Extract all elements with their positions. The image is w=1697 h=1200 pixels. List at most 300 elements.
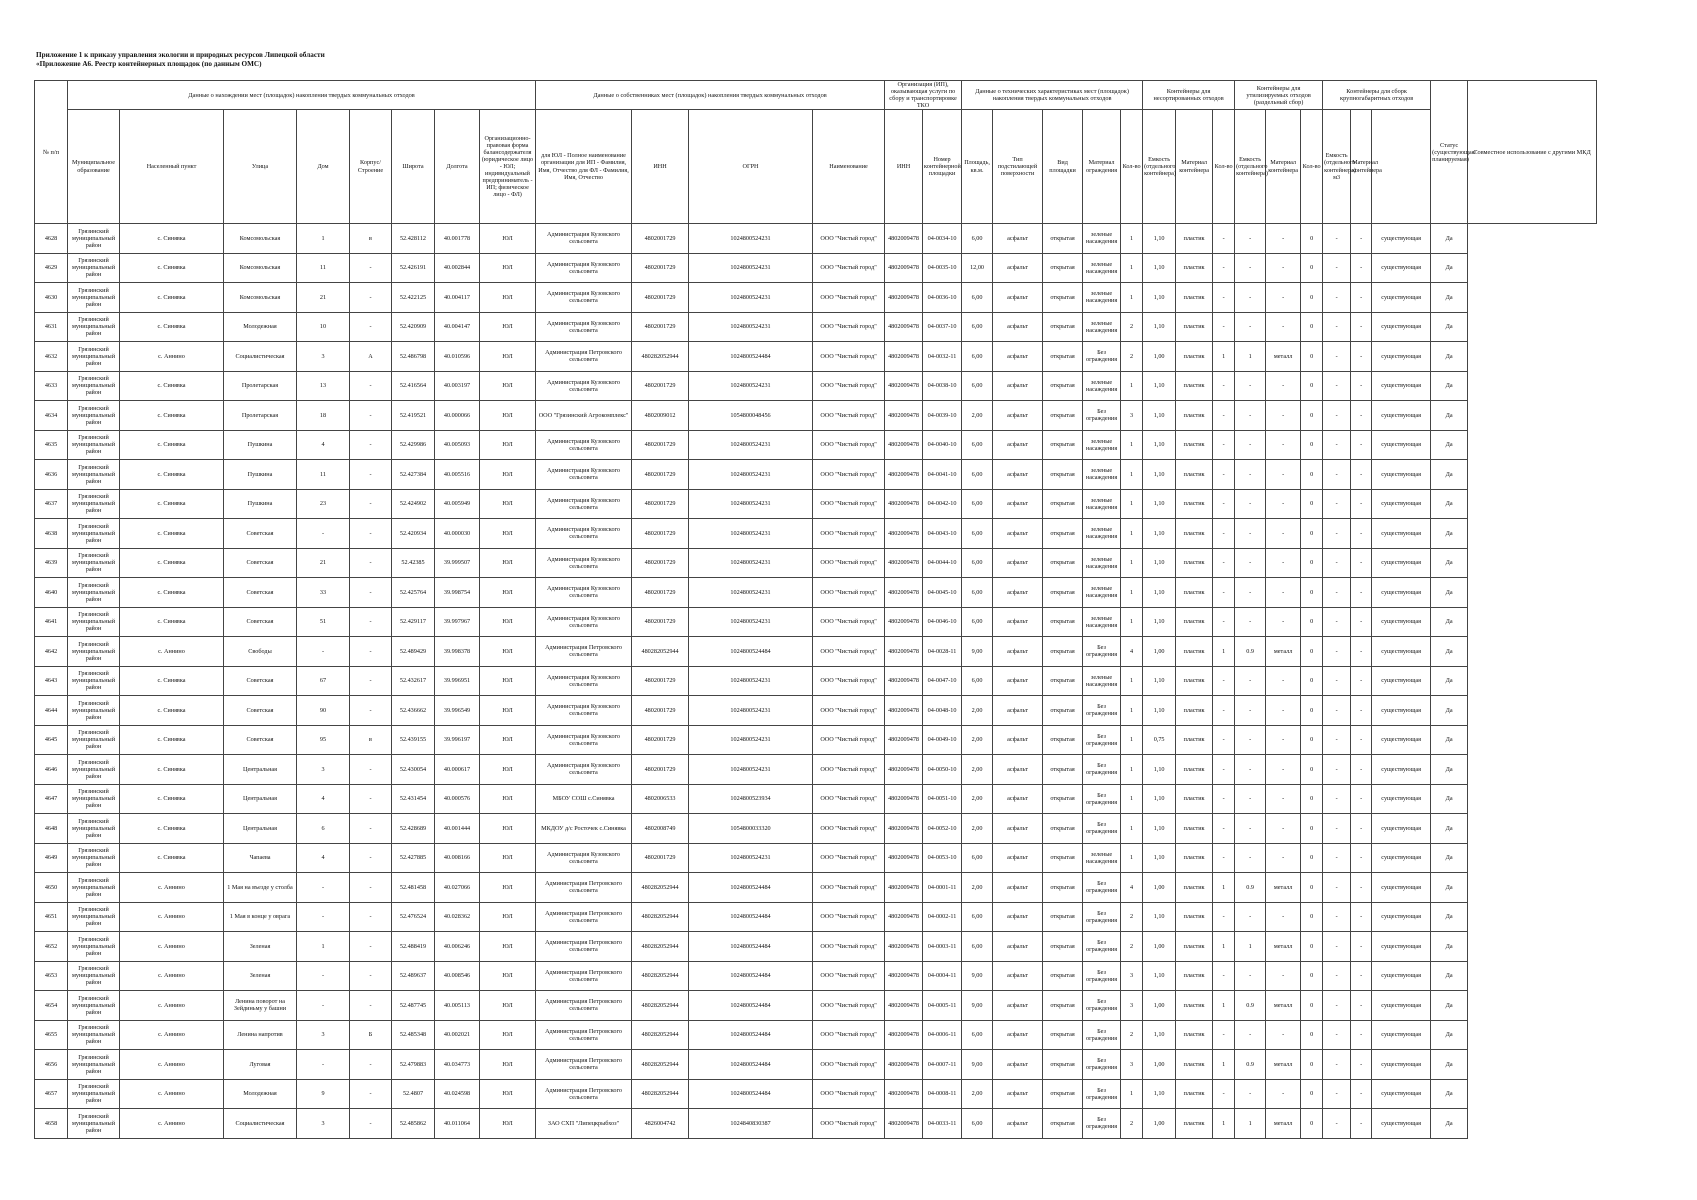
table-cell: ЮЛ	[480, 873, 536, 903]
table-cell: 18	[297, 401, 350, 431]
table-cell: пластик	[1176, 843, 1213, 873]
table-cell: 480282052944	[632, 991, 689, 1021]
table-cell: ООО "Чистый город"	[813, 1020, 885, 1050]
table-row	[35, 253, 1597, 283]
table-cell: -	[1323, 578, 1351, 608]
table-cell: ООО "Чистый город"	[813, 312, 885, 342]
table-cell: с. Синявка	[120, 843, 224, 873]
table-cell: 1	[1213, 1050, 1235, 1080]
table-cell: с. Аннино	[120, 637, 224, 667]
table-row	[35, 519, 1597, 549]
table-cell: 40.027066	[435, 873, 480, 903]
table-cell: -	[1351, 224, 1372, 254]
table-cell: Зеленая	[224, 961, 297, 991]
table-cell: 1	[1121, 253, 1143, 283]
table-cell: Советская	[224, 725, 297, 755]
table-cell: 4802001729	[632, 371, 689, 401]
table-cell: 0.9	[1235, 873, 1266, 903]
column-header: ИНН	[632, 110, 689, 224]
table-cell: 9,00	[962, 991, 993, 1021]
table-cell: Грязинский муниципальный район	[68, 991, 120, 1021]
table-cell: 4802001729	[632, 224, 689, 254]
table-cell: ЮЛ	[480, 578, 536, 608]
table-cell: асфальт	[993, 430, 1043, 460]
table-cell: 0	[1301, 784, 1323, 814]
table-cell: с. Аннино	[120, 991, 224, 1021]
table-cell: 2,00	[962, 696, 993, 726]
table-cell: 1,10	[1143, 1079, 1176, 1109]
table-cell: -	[1235, 519, 1266, 549]
table-cell: Советская	[224, 519, 297, 549]
column-header: Емкость (отдельного контейнера) м3	[1323, 110, 1351, 224]
table-cell: 52.479883	[392, 1050, 435, 1080]
table-cell: Да	[1431, 224, 1468, 254]
table-cell: зеленые насаждения	[1083, 224, 1121, 254]
table-cell: существующая	[1372, 342, 1431, 372]
table-cell: -	[1351, 519, 1372, 549]
table-cell: 6,00	[962, 519, 993, 549]
table-cell: 04-0001-11	[923, 873, 962, 903]
table-cell: 1 Мая на въезде у столба	[224, 873, 297, 903]
table-cell: пластик	[1176, 1079, 1213, 1109]
table-cell: -	[1351, 902, 1372, 932]
table-cell: 04-0037-10	[923, 312, 962, 342]
table-cell: асфальт	[993, 253, 1043, 283]
table-cell: 40.000576	[435, 784, 480, 814]
table-cell: Да	[1431, 1050, 1468, 1080]
table-cell: пластик	[1176, 401, 1213, 431]
table-cell: зеленые насаждения	[1083, 312, 1121, 342]
table-cell: -	[1235, 666, 1266, 696]
table-cell: с. Синявка	[120, 519, 224, 549]
table-cell: 04-0053-10	[923, 843, 962, 873]
column-header: Дом	[297, 110, 350, 224]
table-cell: 3	[297, 1020, 350, 1050]
table-cell: 0	[1301, 755, 1323, 785]
table-cell: -	[1266, 607, 1301, 637]
table-cell: Да	[1431, 371, 1468, 401]
table-cell: -	[1213, 253, 1235, 283]
table-cell: Грязинский муниципальный район	[68, 1020, 120, 1050]
table-cell: 04-0034-10	[923, 224, 962, 254]
table-cell: с. Синявка	[120, 371, 224, 401]
table-cell: асфальт	[993, 961, 1043, 991]
table-cell: металл	[1266, 637, 1301, 667]
table-cell: 1024800524484	[689, 902, 813, 932]
table-cell: -	[1266, 755, 1301, 785]
table-cell: существующая	[1372, 460, 1431, 490]
table-cell: -	[350, 932, 392, 962]
table-cell: Да	[1431, 460, 1468, 490]
table-cell: -	[350, 460, 392, 490]
table-cell: 1024800524484	[689, 637, 813, 667]
table-header	[35, 81, 1597, 224]
table-cell: 1,10	[1143, 814, 1176, 844]
table-cell: -	[1213, 755, 1235, 785]
table-cell: 1	[1121, 696, 1143, 726]
table-cell: существующая	[1372, 401, 1431, 431]
table-cell: 1,00	[1143, 342, 1176, 372]
table-cell: 52.425764	[392, 578, 435, 608]
table-cell: 52.424902	[392, 489, 435, 519]
table-cell: -	[1351, 961, 1372, 991]
table-cell: Грязинский муниципальный район	[68, 696, 120, 726]
table-cell: 04-0047-10	[923, 666, 962, 696]
table-cell: -	[1323, 961, 1351, 991]
table-cell: Пушкина	[224, 460, 297, 490]
table-cell: Без ограждения	[1083, 961, 1121, 991]
table-cell: открытая	[1043, 696, 1083, 726]
table-cell: с. Синявка	[120, 430, 224, 460]
table-cell: асфальт	[993, 460, 1043, 490]
table-cell: 4802001729	[632, 755, 689, 785]
table-cell: ЮЛ	[480, 991, 536, 1021]
column-header: Организационно-правовая форма балансодержателя (юридическое лицо - ЮЛ; индивидуальный предприниматель - ИП; физическое лицо - ФЛ)	[480, 110, 536, 224]
table-cell: -	[350, 784, 392, 814]
table-cell: 40.005093	[435, 430, 480, 460]
table-cell: 4802008749	[632, 814, 689, 844]
table-cell: Администрация Петровского сельсовета	[536, 1050, 632, 1080]
table-cell: 2,00	[962, 1079, 993, 1109]
table-cell: 0	[1301, 725, 1323, 755]
table-cell: -	[1235, 371, 1266, 401]
table-cell: ООО "Чистый город"	[813, 253, 885, 283]
table-cell: 1	[1213, 1109, 1235, 1139]
table-cell: открытая	[1043, 814, 1083, 844]
table-cell: 04-0052-10	[923, 814, 962, 844]
table-cell: -	[350, 430, 392, 460]
table-cell: асфальт	[993, 637, 1043, 667]
table-cell: 4642	[35, 637, 68, 667]
table-cell: 1,10	[1143, 843, 1176, 873]
table-cell: 4802001729	[632, 460, 689, 490]
table-cell: 1	[1121, 607, 1143, 637]
table-cell: 52.485348	[392, 1020, 435, 1050]
table-cell: -	[1235, 725, 1266, 755]
table-cell: открытая	[1043, 843, 1083, 873]
table-cell: Да	[1431, 312, 1468, 342]
table-cell: Центральная	[224, 755, 297, 785]
table-cell: Грязинский муниципальный район	[68, 371, 120, 401]
header-group-cell: Данные о технических характеристиках мест (площадок) накопления твердых коммунальных отходов	[962, 81, 1143, 110]
column-header: Емкость (отдельного контейнера)	[1143, 110, 1176, 224]
table-cell: -	[1266, 961, 1301, 991]
table-cell: -	[1235, 430, 1266, 460]
table-cell: 480282052944	[632, 1079, 689, 1109]
table-cell: -	[1351, 991, 1372, 1021]
table-cell: 1024800524231	[689, 253, 813, 283]
table-cell: 0.9	[1235, 637, 1266, 667]
table-cell: с. Аннино	[120, 342, 224, 372]
table-cell: 1024800524231	[689, 283, 813, 313]
table-cell: открытая	[1043, 224, 1083, 254]
table-cell: -	[350, 696, 392, 726]
table-cell: 4802009478	[885, 932, 923, 962]
table-cell: с. Аннино	[120, 873, 224, 903]
table-cell: 1024800524484	[689, 342, 813, 372]
table-cell: 4802009478	[885, 961, 923, 991]
table-cell: 23	[297, 489, 350, 519]
table-cell: с. Аннино	[120, 961, 224, 991]
table-cell: открытая	[1043, 784, 1083, 814]
table-cell: 4650	[35, 873, 68, 903]
table-cell: с. Синявка	[120, 460, 224, 490]
table-row	[35, 637, 1597, 667]
table-cell: Молодежная	[224, 1079, 297, 1109]
table-cell: -	[1213, 283, 1235, 313]
table-cell: А	[350, 342, 392, 372]
table-cell: Грязинский муниципальный район	[68, 843, 120, 873]
table-cell: -	[350, 253, 392, 283]
table-cell: 52.436662	[392, 696, 435, 726]
table-cell: металл	[1266, 932, 1301, 962]
table-cell: 1024800524484	[689, 1050, 813, 1080]
table-cell: 52.422125	[392, 283, 435, 313]
table-cell: 480282052944	[632, 1020, 689, 1050]
table-cell: Администрация Кузовского сельсовета	[536, 312, 632, 342]
table-cell: 4651	[35, 902, 68, 932]
table-cell: Без ограждения	[1083, 1050, 1121, 1080]
table-cell: пластик	[1176, 578, 1213, 608]
table-cell: с. Синявка	[120, 755, 224, 785]
table-cell: -	[1235, 696, 1266, 726]
table-cell: 4	[297, 843, 350, 873]
table-cell: Ленина поворот на Зейдиньму у башни	[224, 991, 297, 1021]
table-cell: 12,00	[962, 253, 993, 283]
table-cell: Администрация Кузовского сельсовета	[536, 430, 632, 460]
table-cell: -	[1323, 1020, 1351, 1050]
table-cell: 0	[1301, 873, 1323, 903]
table-cell: 52.420909	[392, 312, 435, 342]
table-cell: -	[1213, 1020, 1235, 1050]
table-cell: ООО "Чистый город"	[813, 401, 885, 431]
table-cell: 52.432617	[392, 666, 435, 696]
table-cell: -	[350, 843, 392, 873]
table-cell: 4802009478	[885, 489, 923, 519]
table-cell: 40.005113	[435, 991, 480, 1021]
table-cell: 04-0003-11	[923, 932, 962, 962]
header-group-cell: Статус (существующая/ планируемая)	[1431, 81, 1468, 224]
table-cell: Грязинский муниципальный район	[68, 725, 120, 755]
table-cell: зеленые насаждения	[1083, 489, 1121, 519]
table-cell: 1024800524231	[689, 578, 813, 608]
table-cell: 4634	[35, 401, 68, 431]
table-cell: 40.002844	[435, 253, 480, 283]
table-cell: Администрация Кузовского сельсовета	[536, 666, 632, 696]
table-cell: Без ограждения	[1083, 902, 1121, 932]
table-cell: существующая	[1372, 696, 1431, 726]
table-cell: 1024800524484	[689, 1020, 813, 1050]
table-cell: ЮЛ	[480, 814, 536, 844]
table-cell: 4802009478	[885, 401, 923, 431]
table-cell: -	[1351, 637, 1372, 667]
table-cell: ООО "Чистый город"	[813, 755, 885, 785]
table-cell: -	[1266, 902, 1301, 932]
column-header: Муниципальное образование	[68, 110, 120, 224]
table-cell: 4802001729	[632, 607, 689, 637]
table-row	[35, 371, 1597, 401]
table-cell: -	[1323, 637, 1351, 667]
table-cell: 9	[297, 1079, 350, 1109]
table-cell: 1,00	[1143, 1109, 1176, 1139]
table-cell: 1,10	[1143, 283, 1176, 313]
table-cell: 1,10	[1143, 312, 1176, 342]
table-cell: 1	[1213, 991, 1235, 1021]
table-cell: 6,00	[962, 460, 993, 490]
table-cell: Пушкина	[224, 489, 297, 519]
table-cell: -	[1266, 489, 1301, 519]
table-cell: асфальт	[993, 607, 1043, 637]
table-cell: -	[1323, 666, 1351, 696]
table-cell: Без ограждения	[1083, 784, 1121, 814]
table-cell: 40.001778	[435, 224, 480, 254]
table-cell: с. Синявка	[120, 696, 224, 726]
table-cell: 2	[1121, 902, 1143, 932]
header-group-cell: Организация (ИП), оказывающая услуги по сбору и транспортировке ТКО	[885, 81, 962, 110]
table-cell: 1,10	[1143, 755, 1176, 785]
table-cell: 0	[1301, 342, 1323, 372]
table-cell: асфальт	[993, 755, 1043, 785]
table-cell: 1	[1213, 637, 1235, 667]
table-cell: 4802009478	[885, 873, 923, 903]
table-cell: 1,10	[1143, 548, 1176, 578]
table-cell: 0	[1301, 1050, 1323, 1080]
table-cell: -	[1266, 224, 1301, 254]
table-cell: с. Аннино	[120, 1109, 224, 1139]
table-cell: 1	[1235, 342, 1266, 372]
table-cell: Молодежная	[224, 312, 297, 342]
table-cell: Грязинский муниципальный район	[68, 519, 120, 549]
table-cell: 4802009478	[885, 519, 923, 549]
table-cell: -	[1351, 489, 1372, 519]
table-cell: Грязинский муниципальный район	[68, 932, 120, 962]
table-cell: -	[1213, 371, 1235, 401]
table-cell: Комсомольская	[224, 224, 297, 254]
table-cell: 0	[1301, 1020, 1323, 1050]
table-cell: -	[1323, 1109, 1351, 1139]
table-cell: 13	[297, 371, 350, 401]
table-cell: Грязинский муниципальный район	[68, 489, 120, 519]
table-cell: Грязинский муниципальный район	[68, 283, 120, 313]
header-group-cell: № п/п	[35, 81, 68, 224]
table-cell: 4647	[35, 784, 68, 814]
table-cell: открытая	[1043, 1020, 1083, 1050]
table-cell: -	[1351, 1050, 1372, 1080]
table-cell: -	[1323, 991, 1351, 1021]
table-cell: -	[1351, 342, 1372, 372]
table-cell: 52.488419	[392, 932, 435, 962]
table-cell: -	[1235, 607, 1266, 637]
table-cell: -	[1266, 725, 1301, 755]
table-cell: -	[1266, 460, 1301, 490]
table-cell: 0	[1301, 1079, 1323, 1109]
table-cell: 1024800524231	[689, 666, 813, 696]
table-cell: Администрация Петровского сельсовета	[536, 342, 632, 372]
column-header: Кол-во	[1213, 110, 1235, 224]
table-cell: Грязинский муниципальный район	[68, 253, 120, 283]
table-cell: 1	[1213, 342, 1235, 372]
table-row	[35, 1050, 1597, 1080]
table-cell: 1024800524484	[689, 873, 813, 903]
table-cell: -	[350, 578, 392, 608]
table-cell: 52.420934	[392, 519, 435, 549]
table-cell: с. Синявка	[120, 224, 224, 254]
table-cell: 4632	[35, 342, 68, 372]
table-cell: -	[1235, 843, 1266, 873]
table-cell: Грязинский муниципальный район	[68, 224, 120, 254]
table-cell: 1024800524231	[689, 607, 813, 637]
header-group-cell: Контейнеры для утилизируемых отходов (раздельный сбор)	[1235, 81, 1323, 110]
table-cell: существующая	[1372, 1050, 1431, 1080]
column-header: ИНН	[885, 110, 923, 224]
table-cell: 52.419521	[392, 401, 435, 431]
table-cell: Без ограждения	[1083, 696, 1121, 726]
table-cell: асфальт	[993, 725, 1043, 755]
table-cell: 4	[297, 430, 350, 460]
header-group-cell: Контейнеры для несортированных отходов	[1143, 81, 1235, 110]
table-cell: существующая	[1372, 902, 1431, 932]
table-row	[35, 755, 1597, 785]
table-cell: -	[1235, 961, 1266, 991]
table-cell: асфальт	[993, 902, 1043, 932]
table-cell: -	[1235, 460, 1266, 490]
table-cell: 0	[1301, 253, 1323, 283]
table-cell: -	[1323, 253, 1351, 283]
table-cell: 04-0006-11	[923, 1020, 962, 1050]
table-cell: 4802001729	[632, 578, 689, 608]
table-cell: 4802009478	[885, 578, 923, 608]
table-cell: 04-0036-10	[923, 283, 962, 313]
table-cell: Грязинский муниципальный район	[68, 342, 120, 372]
header-group-cell: Совместное использование с другими МКД	[1468, 81, 1597, 224]
table-cell: 4802009478	[885, 814, 923, 844]
table-cell: ООО "Чистый город"	[813, 696, 885, 726]
table-cell: 4802001729	[632, 548, 689, 578]
table-cell: -	[1323, 519, 1351, 549]
table-cell: открытая	[1043, 873, 1083, 903]
table-cell: -	[1266, 784, 1301, 814]
table-cell: ООО "Чистый город"	[813, 578, 885, 608]
table-cell: -	[1351, 1020, 1372, 1050]
table-cell: пластик	[1176, 371, 1213, 401]
table-cell: ООО "Чистый город"	[813, 1109, 885, 1139]
table-cell: пластик	[1176, 814, 1213, 844]
table-cell: открытая	[1043, 371, 1083, 401]
table-row	[35, 1079, 1597, 1109]
column-header: Вид площадки	[1043, 110, 1083, 224]
table-cell: 9,00	[962, 637, 993, 667]
table-cell: Грязинский муниципальный район	[68, 312, 120, 342]
table-cell: Без ограждения	[1083, 1109, 1121, 1139]
table-cell: -	[1213, 548, 1235, 578]
table-cell: 40.005516	[435, 460, 480, 490]
table-cell: Грязинский муниципальный район	[68, 401, 120, 431]
table-cell: пластик	[1176, 607, 1213, 637]
table-cell: пластик	[1176, 755, 1213, 785]
table-row	[35, 578, 1597, 608]
table-cell: -	[350, 755, 392, 785]
table-cell: зеленые насаждения	[1083, 253, 1121, 283]
table-cell: Центральная	[224, 814, 297, 844]
table-cell: 2	[1121, 342, 1143, 372]
table-cell: 1,10	[1143, 460, 1176, 490]
table-cell: -	[350, 902, 392, 932]
table-cell: Грязинский муниципальный район	[68, 637, 120, 667]
column-header: Широта	[392, 110, 435, 224]
table-cell: 0	[1301, 460, 1323, 490]
table-cell: открытая	[1043, 902, 1083, 932]
table-cell: -	[1235, 253, 1266, 283]
